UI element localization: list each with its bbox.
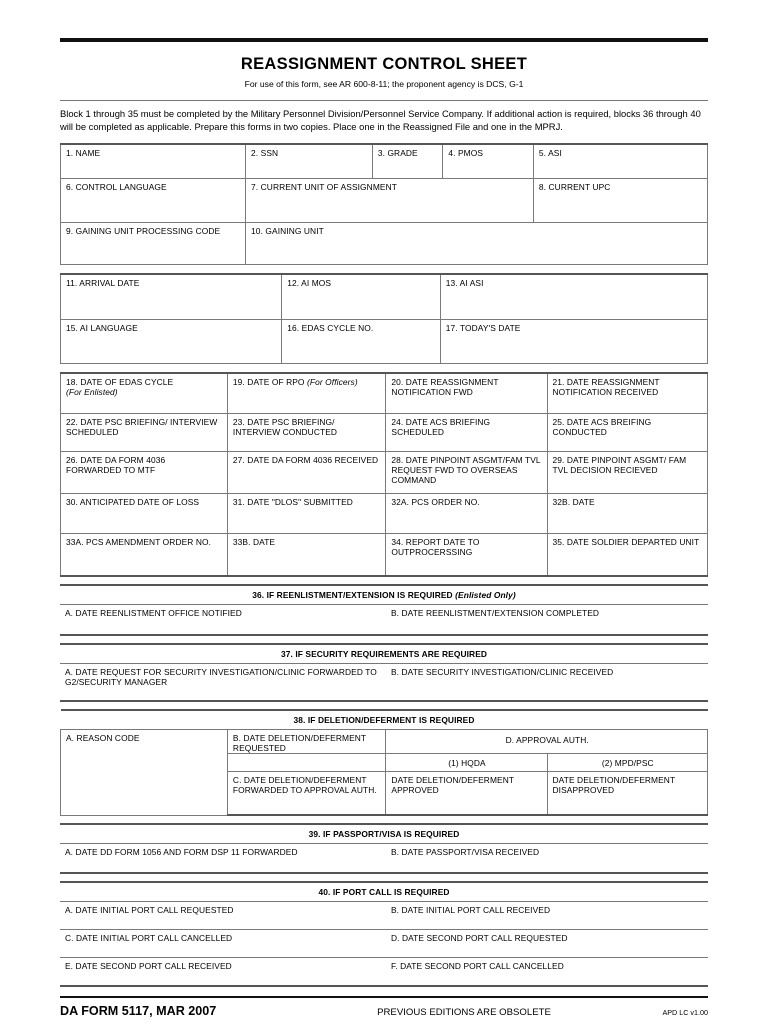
field-8-current-upc[interactable]: 8. CURRENT UPC [533,178,707,222]
table-row [61,274,708,320]
table-row [61,178,708,222]
table-row [61,373,708,414]
field-19-sublabel: (For Officers) [306,376,358,387]
table-row [60,644,708,664]
table-row [60,930,708,958]
field-3-grade[interactable]: 3. GRADE [372,144,443,179]
field-26-date-da-4036-forwarded[interactable]: 26. DATE DA FORM 4036 FORWARDED TO MTF [61,451,228,493]
field-40d-date-second-port-call-requested[interactable]: D. DATE SECOND PORT CALL REQUESTED [386,930,708,958]
field-20-date-reassignment-notification-fwd[interactable]: 20. DATE REASSIGNMENT NOTIFICATION FWD [386,373,547,414]
field-22-date-psc-briefing-scheduled[interactable]: 22. DATE PSC BRIEFING/ INTERVIEW SCHEDULED [61,413,228,451]
field-15-ai-language[interactable]: 15. AI LANGUAGE [61,319,282,363]
section-39-table [60,823,708,874]
field-32a-pcs-order-no[interactable]: 32A. PCS ORDER NO. [386,493,547,533]
field-23-date-psc-briefing-conducted[interactable]: 23. DATE PSC BRIEFING/ INTERVIEW CONDUCTED [227,413,386,451]
table-row [60,902,708,930]
field-7-current-unit[interactable]: 7. CURRENT UNIT OF ASSIGNMENT [246,178,534,222]
field-40a-date-initial-port-call-requested[interactable]: A. DATE INITIAL PORT CALL REQUESTED [60,902,386,930]
table-row [60,824,708,844]
field-11-arrival-date[interactable]: 11. ARRIVAL DATE [61,274,282,320]
obsolete-notice: PREVIOUS EDITIONS ARE OBSOLETE [377,1007,551,1019]
field-9-gaining-unit-processing-code[interactable]: 9. GAINING UNIT PROCESSING CODE [61,222,246,264]
field-28-date-pinpoint-request-fwd[interactable]: 28. DATE PINPOINT ASGMT/FAM TVL REQUEST FWD TO OVERSEAS COMMAND [386,451,547,493]
field-30-anticipated-date-of-loss[interactable]: 30. ANTICIPATED DATE OF LOSS [61,493,228,533]
field-33a-pcs-amendment-order-no[interactable]: 33A. PCS AMENDMENT ORDER NO. [61,533,228,576]
field-31-date-dlos-submitted[interactable]: 31. DATE "DLOS" SUBMITTED [227,493,386,533]
field-33b-date[interactable]: 33B. DATE [227,533,386,576]
field-39b-date-passport-visa-received[interactable]: B. DATE PASSPORT/VISA RECEIVED [386,844,708,874]
field-24-date-acs-briefing-scheduled[interactable]: 24. DATE ACS BRIEFING SCHEDULED [386,413,547,451]
form-subtitle: For use of this form, see AR 600-8-11; the proponent agency is DCS, G-1 [244,79,524,89]
section-36-table [60,584,708,636]
field-38d1-hqda: (1) HQDA [386,754,547,772]
table-row [61,533,708,576]
field-38b-date-deletion-requested[interactable]: B. DATE DELETION/DEFERMENT REQUESTED [227,729,386,753]
table-row [61,729,708,753]
field-19-date-rpo[interactable] [227,373,386,414]
field-25-date-acs-briefing-conducted[interactable]: 25. DATE ACS BREIFING CONDUCTED [547,413,707,451]
section-38-header: 38. IF DELETION/DEFERMENT IS REQUIRED [61,710,708,730]
field-16-edas-cycle-no[interactable]: 16. EDAS CYCLE NO. [282,319,441,363]
field-40f-date-second-port-call-cancelled[interactable]: F. DATE SECOND PORT CALL CANCELLED [386,958,708,987]
section-38-table [60,709,708,816]
field-37b-date-security-investigation-received[interactable]: B. DATE SECURITY INVESTIGATION/CLINIC RECEIVED [386,663,708,701]
section-37-header: 37. IF SECURITY REQUIREMENTS ARE REQUIRED [60,644,708,664]
field-21-date-reassignment-notification-received[interactable]: 21. DATE REASSIGNMENT NOTIFICATION RECEIVED [547,373,707,414]
table-row [60,585,708,605]
section-37-table [60,643,708,702]
field-38c-date-deletion-forwarded[interactable]: C. DATE DELETION/DEFERMENT FORWARDED TO APPROVAL AUTH. [227,772,386,816]
field-6-control-language[interactable]: 6. CONTROL LANGUAGE [61,178,246,222]
field-35-date-soldier-departed-unit[interactable]: 35. DATE SOLDIER DEPARTED UNIT [547,533,707,576]
page-title: REASSIGNMENT CONTROL SHEET [240,55,528,73]
field-4-pmos[interactable]: 4. PMOS [443,144,534,179]
table-row [61,710,708,730]
field-40e-date-second-port-call-received[interactable]: E. DATE SECOND PORT CALL RECEIVED [60,958,386,987]
field-10-gaining-unit[interactable]: 10. GAINING UNIT [246,222,708,264]
field-1-name[interactable]: 1. NAME [61,144,246,179]
field-2-ssn[interactable]: 2. SSN [246,144,373,179]
field-38-date-deletion-disapproved[interactable]: DATE DELETION/DEFERMENT DISAPPROVED [547,772,707,816]
section-39-header: 39. IF PASSPORT/VISA IS REQUIRED [60,824,708,844]
field-34-report-date-outprocessing[interactable]: 34. REPORT DATE TO OUTPROCERSSING [386,533,547,576]
form-page [0,38,768,1032]
field-12-ai-mos[interactable]: 12. AI MOS [282,274,441,320]
table-row [61,319,708,363]
field-40b-date-initial-port-call-received[interactable]: B. DATE INITIAL PORT CALL RECEIVED [386,902,708,930]
field-18-label: 18. DATE OF EDAS CYCLE [66,376,174,387]
table-row [61,222,708,264]
table-row [61,493,708,533]
field-40c-date-initial-port-call-cancelled[interactable]: C. DATE INITIAL PORT CALL CANCELLED [60,930,386,958]
table-row [60,604,708,635]
field-38d2-mpd-psc: (2) MPD/PSC [547,754,707,772]
field-27-date-da-4036-received[interactable]: 27. DATE DA FORM 4036 RECEIVED [227,451,386,493]
field-32b-date[interactable]: 32B. DATE [547,493,707,533]
table-row [61,144,708,179]
field-36a-date-reenlistment-office-notified[interactable]: A. DATE REENLISTMENT OFFICE NOTIFIED [60,604,386,635]
table-row [61,413,708,451]
section-40-table [60,881,708,987]
field-37a-date-request-security-investigation[interactable]: A. DATE REQUEST FOR SECURITY INVESTIGATION/CLINIC FORWARDED TO G2/SECURITY MANAGER [60,663,386,701]
field-38b-continuation [227,754,386,772]
apd-version: APD LC v1.00 [662,1008,708,1018]
table-row [60,844,708,874]
field-18-sublabel: (For Enlisted) [66,386,118,397]
section-36-title: 36. IF REENLISTMENT/EXTENSION IS REQUIRED [252,589,453,600]
field-17-todays-date[interactable]: 17. TODAY'S DATE [440,319,707,363]
table-row [60,663,708,701]
field-13-ai-asi[interactable]: 13. AI ASI [440,274,707,320]
arrival-block-table [60,273,708,364]
top-rule [60,38,708,42]
field-38d-approval-auth-label: D. APPROVAL AUTH. [386,729,708,753]
dates-grid-table [60,372,708,577]
field-18-date-edas-cycle[interactable] [61,373,228,414]
field-36b-date-reenlistment-completed[interactable]: B. DATE REENLISTMENT/EXTENSION COMPLETED [386,604,708,635]
field-39a-date-dd1056-forwarded[interactable]: A. DATE DD FORM 1056 AND FORM DSP 11 FORWARDED [60,844,386,874]
field-19-label: 19. DATE OF RPO [232,376,305,387]
field-5-asi[interactable]: 5. ASI [533,144,707,179]
field-38a-reason-code[interactable]: A. REASON CODE [61,729,228,815]
identity-block-table [60,143,708,265]
field-29-date-pinpoint-decision-received[interactable]: 29. DATE PINPOINT ASGMT/ FAM TVL DECISION RECIEVED [547,451,707,493]
table-row [60,882,708,902]
section-36-header [60,585,708,605]
section-36-title-note: (Enlisted Only) [455,589,516,600]
form-footer [60,996,708,1018]
table-row [61,451,708,493]
field-38-date-deletion-approved[interactable]: DATE DELETION/DEFERMENT APPROVED [386,772,547,816]
form-number: DA FORM 5117, MAR 2007 [60,1004,217,1019]
table-row [60,958,708,987]
instructions-text: Block 1 through 35 must be completed by the Military Personnel Division/Personnel Service Company. If additional action is required, blocks 36 through 40 will be completed as applicable. Prepare this forms in two copies. Place one in the Reassigned File and one in the MPRJ. [60,100,708,134]
section-40-header: 40. IF PORT CALL IS REQUIRED [60,882,708,902]
